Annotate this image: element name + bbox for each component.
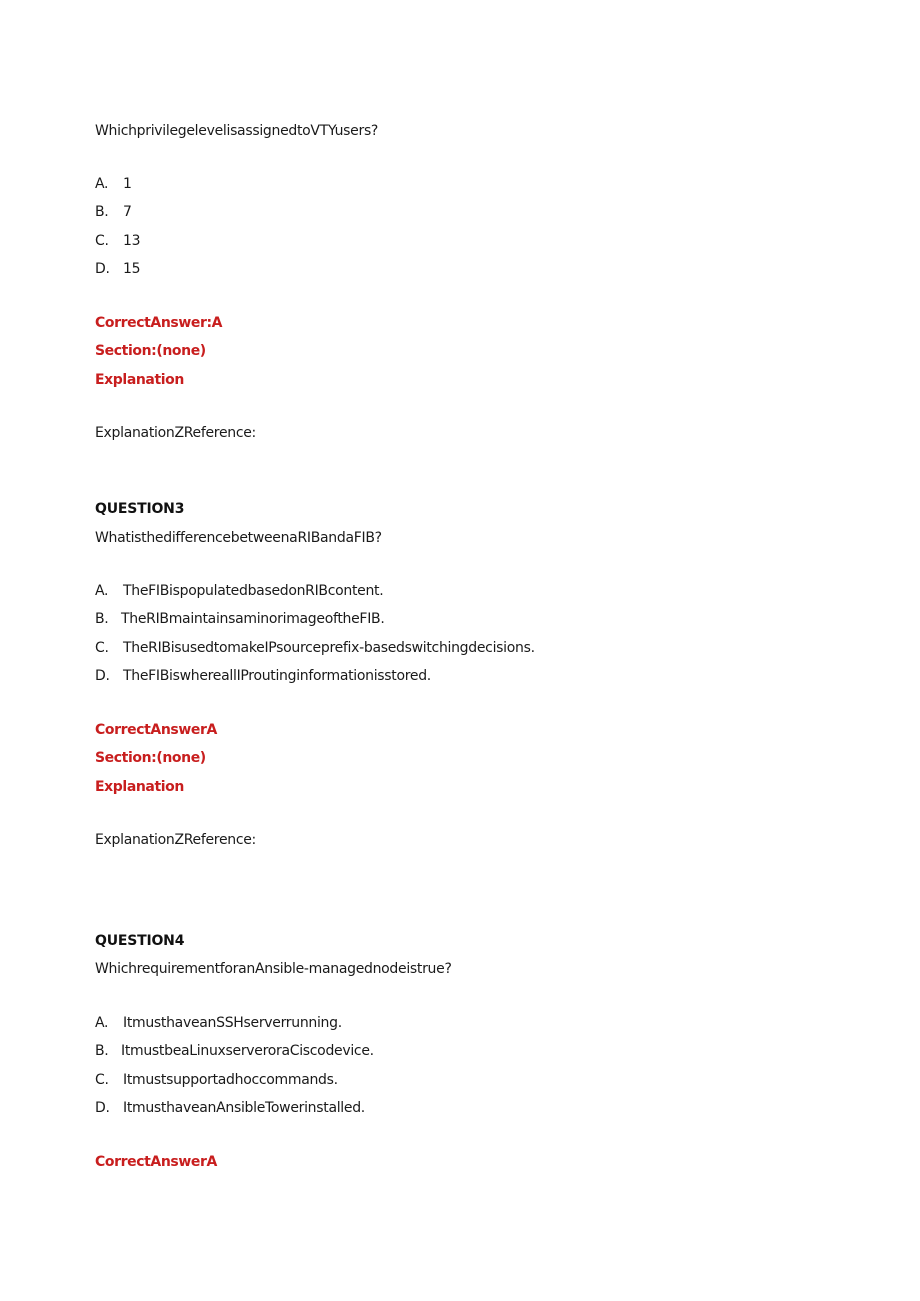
q3-section: Section:(none) xyxy=(95,750,206,766)
option-letter: B. xyxy=(95,611,109,627)
option-text: ItmusthaveanAnsibleTowerinstalled. xyxy=(123,1100,365,1116)
q2-option-d xyxy=(95,260,140,278)
q4-question-text: WhichrequirementforanAnsible-managednodeistrue? xyxy=(95,961,452,977)
option-letter: A. xyxy=(95,583,109,599)
q2-option-a xyxy=(95,175,132,193)
q4-option-a xyxy=(95,1014,342,1032)
q2-section: Section:(none) xyxy=(95,343,206,359)
option-letter: B. xyxy=(95,204,109,220)
q3-explanation-label: Explanation xyxy=(95,779,184,795)
option-text: 15 xyxy=(123,261,141,277)
q3-option-a xyxy=(95,582,383,600)
option-text: 1 xyxy=(123,176,132,192)
option-text: TheRIBisusedtomakeIPsourceprefix-basedswitchingdecisions. xyxy=(123,640,535,656)
q3-correct-answer: CorrectAnswerA xyxy=(95,722,217,738)
q3-heading: QUESTION3 xyxy=(95,501,185,517)
option-letter: C. xyxy=(95,1072,109,1088)
q3-question-text: WhatisthedifferencebetweenaRIBandaFIB? xyxy=(95,530,382,546)
q2-question-text: WhichprivilegelevelisassignedtoVTYusers? xyxy=(95,123,379,139)
q2-explanation-label: Explanation xyxy=(95,372,184,388)
q3-option-b xyxy=(95,610,384,628)
option-text: 7 xyxy=(123,204,132,220)
q3-option-c xyxy=(95,639,535,657)
option-text: 13 xyxy=(123,233,141,249)
q3-option-d xyxy=(95,667,431,685)
option-letter: C. xyxy=(95,233,109,249)
option-letter: B. xyxy=(95,1043,109,1059)
q2-explanation-reference: ExplanationZReference: xyxy=(95,425,256,441)
q2-option-c xyxy=(95,232,140,250)
option-letter: D. xyxy=(95,261,110,277)
q2-option-b xyxy=(95,203,132,221)
option-text: Itmustsupportadhoccommands. xyxy=(123,1072,338,1088)
q4-heading: QUESTION4 xyxy=(95,933,185,949)
option-text: ItmustbeaLinuxserveroraCiscodevice. xyxy=(121,1043,374,1059)
option-letter: D. xyxy=(95,668,110,684)
option-text: ItmusthaveanSSHserverrunning. xyxy=(123,1015,342,1031)
option-letter: C. xyxy=(95,640,109,656)
q4-correct-answer: CorrectAnswerA xyxy=(95,1154,217,1170)
q4-option-b xyxy=(95,1042,374,1060)
option-letter: A. xyxy=(95,1015,109,1031)
option-letter: A. xyxy=(95,176,109,192)
q3-explanation-reference: ExplanationZReference: xyxy=(95,832,256,848)
option-text: TheFIBiswhereallIProutinginformationisstored. xyxy=(123,668,431,684)
option-text: TheFIBispopulatedbasedonRIBcontent. xyxy=(123,583,384,599)
q4-option-d xyxy=(95,1099,365,1117)
option-letter: D. xyxy=(95,1100,110,1116)
option-text: TheRIBmaintainsaminorimageoftheFIB. xyxy=(121,611,385,627)
q2-correct-answer: CorrectAnswer:A xyxy=(95,315,223,331)
q4-option-c xyxy=(95,1071,338,1089)
